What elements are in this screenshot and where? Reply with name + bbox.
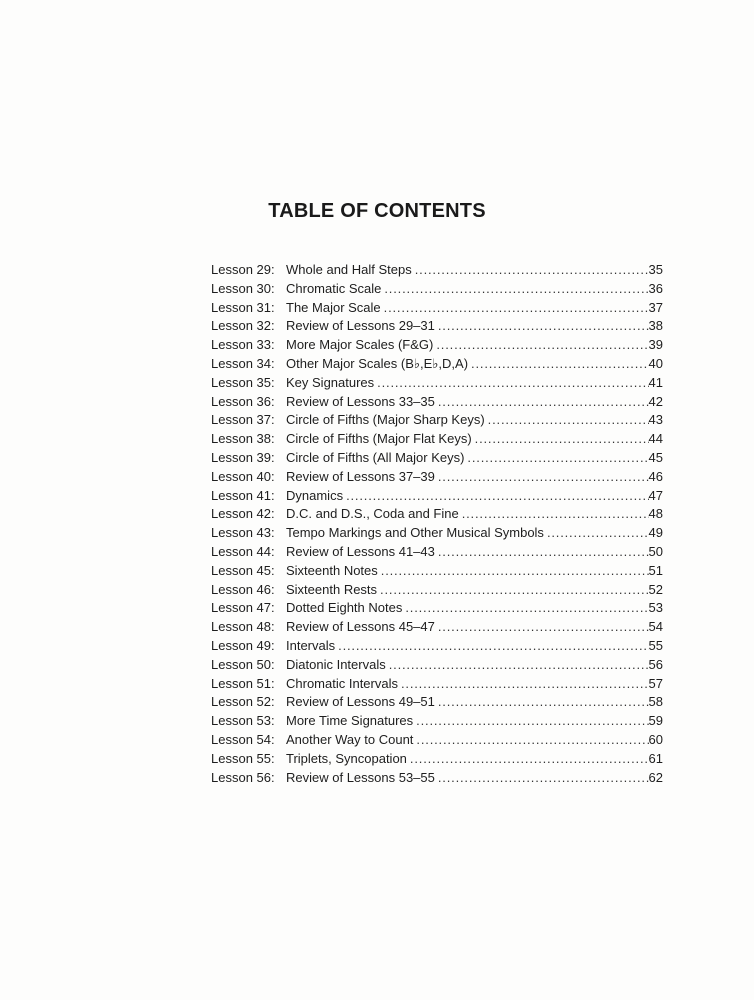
lesson-title: Dynamics (286, 487, 344, 503)
page-number: 59 (648, 713, 663, 729)
dot-leader (405, 599, 648, 618)
toc-entry (211, 336, 663, 355)
dot-leader (401, 675, 649, 694)
lesson-number: Lesson 46: (211, 581, 275, 597)
page-number: 46 (648, 468, 663, 484)
lesson-title: Review of Lessons 37–39 (286, 468, 435, 484)
lesson-title: Tempo Markings and Other Musical Symbols (286, 525, 544, 541)
lesson-number: Lesson 43: (211, 525, 275, 541)
page-number: 56 (648, 656, 663, 672)
toc-entry (211, 599, 663, 618)
dot-leader (416, 712, 648, 731)
toc-entry (211, 543, 663, 562)
toc-entry (211, 430, 663, 449)
lesson-number: Lesson 38: (211, 431, 275, 447)
toc-entry (211, 750, 663, 769)
toc-entry (211, 374, 663, 393)
lesson-number: Lesson 42: (211, 506, 275, 522)
table-of-contents (211, 261, 663, 787)
toc-entry (211, 693, 663, 712)
page-number: 36 (648, 280, 663, 296)
toc-entry (211, 524, 663, 543)
toc-entry (211, 411, 663, 430)
dot-leader (438, 693, 649, 712)
lesson-title: More Major Scales (F&G) (286, 337, 434, 353)
lesson-title: D.C. and D.S., Coda and Fine (286, 506, 459, 522)
lesson-number: Lesson 32: (211, 318, 275, 334)
lesson-title: Whole and Half Steps (286, 262, 412, 277)
page-number: 35 (648, 262, 663, 277)
dot-leader (381, 562, 649, 581)
page-number: 49 (648, 525, 663, 541)
page-number: 58 (648, 694, 663, 710)
dot-leader (438, 317, 649, 336)
toc-entry (211, 487, 663, 506)
dot-leader (384, 299, 649, 318)
toc-entry (211, 581, 663, 600)
toc-entry (211, 280, 663, 299)
lesson-number: Lesson 48: (211, 619, 275, 635)
dot-leader (416, 731, 648, 750)
lesson-title: Review of Lessons 49–51 (286, 694, 435, 710)
page-number: 53 (648, 600, 663, 616)
page-number: 39 (648, 337, 663, 353)
lesson-title: Circle of Fifths (Major Sharp Keys) (286, 412, 485, 428)
lesson-title: Other Major Scales (B♭,E♭,D,A) (286, 355, 469, 371)
toc-entry (211, 468, 663, 487)
dot-leader (467, 449, 648, 468)
dot-leader (438, 618, 649, 637)
lesson-number: Lesson 45: (211, 562, 275, 578)
page-title: TABLE OF CONTENTS (268, 200, 486, 223)
lesson-title: Chromatic Scale (286, 280, 382, 296)
dot-leader (346, 487, 648, 506)
toc-entry (211, 505, 663, 524)
dot-leader (389, 656, 649, 675)
toc-entry (211, 656, 663, 675)
page-number: 42 (648, 393, 663, 409)
toc-entry (211, 562, 663, 581)
page-number: 61 (648, 750, 663, 766)
lesson-number: Lesson 36: (211, 393, 275, 409)
lesson-number: Lesson 41: (211, 487, 275, 503)
toc-entry (211, 317, 663, 336)
page-number: 60 (648, 731, 663, 747)
dot-leader (338, 637, 648, 656)
page-number: 41 (648, 374, 663, 390)
lesson-title: Triplets, Syncopation (286, 750, 407, 766)
dot-leader (384, 280, 648, 299)
lesson-number: Lesson 39: (211, 449, 275, 465)
page-number: 47 (648, 487, 663, 503)
dot-leader (471, 355, 648, 374)
lesson-number: Lesson 52: (211, 694, 275, 710)
lesson-title: Circle of Fifths (Major Flat Keys) (286, 431, 472, 447)
lesson-number: Lesson 37: (211, 412, 275, 428)
lesson-number: Lesson 44: (211, 543, 275, 559)
dot-leader (410, 750, 649, 769)
lesson-title: Review of Lessons 41–43 (286, 543, 435, 559)
lesson-title: More Time Signatures (286, 713, 414, 729)
dot-leader (415, 261, 649, 280)
dot-leader (547, 524, 649, 543)
lesson-number: Lesson 55: (211, 750, 275, 766)
lesson-title: Sixteenth Rests (286, 581, 378, 597)
dot-leader (377, 374, 648, 393)
dot-leader (438, 468, 649, 487)
page-number: 57 (648, 675, 663, 691)
page-number: 48 (648, 506, 663, 522)
page-number: 37 (648, 299, 663, 315)
page-number: 50 (648, 543, 663, 559)
lesson-title: Sixteenth Notes (286, 562, 378, 578)
page-number: 43 (648, 412, 663, 428)
lesson-number: Lesson 51: (211, 675, 275, 691)
dot-leader (436, 336, 648, 355)
page-number: 45 (648, 449, 663, 465)
lesson-title: Key Signatures (286, 374, 375, 390)
page-number: 55 (648, 637, 663, 653)
dot-leader (462, 505, 649, 524)
lesson-number: Lesson 53: (211, 713, 275, 729)
lesson-title: Review of Lessons 45–47 (286, 619, 435, 635)
lesson-number: Lesson 47: (211, 600, 275, 616)
lesson-title: Review of Lessons 29–31 (286, 318, 435, 334)
lesson-number: Lesson 54: (211, 731, 275, 747)
lesson-number: Lesson 50: (211, 656, 275, 672)
page-number: 40 (648, 355, 663, 371)
lesson-title: Another Way to Count (286, 731, 414, 747)
lesson-title: The Major Scale (286, 299, 381, 315)
lesson-number: Lesson 30: (211, 280, 275, 296)
page-number: 62 (648, 769, 663, 785)
dot-leader (380, 581, 648, 600)
lesson-title: Review of Lessons 33–35 (286, 393, 435, 409)
dot-leader (438, 393, 649, 412)
lesson-number: Lesson 29: (211, 262, 275, 277)
lesson-number: Lesson 31: (211, 299, 275, 315)
toc-entry (211, 675, 663, 694)
page-number: 44 (648, 431, 663, 447)
toc-entry (211, 637, 663, 656)
toc-entry (211, 712, 663, 731)
page-number: 38 (648, 318, 663, 334)
lesson-number: Lesson 49: (211, 637, 275, 653)
lesson-number: Lesson 56: (211, 769, 275, 785)
page-number: 52 (648, 581, 663, 597)
toc-entry (211, 769, 663, 788)
page-number: 54 (648, 619, 663, 635)
lesson-number: Lesson 35: (211, 374, 275, 390)
lesson-title: Intervals (286, 637, 336, 653)
lesson-number: Lesson 40: (211, 468, 275, 484)
toc-entry (211, 355, 663, 374)
toc-entry (211, 731, 663, 750)
dot-leader (438, 769, 649, 788)
lesson-title: Circle of Fifths (All Major Keys) (286, 449, 465, 465)
toc-entry (211, 449, 663, 468)
lesson-number: Lesson 33: (211, 337, 275, 353)
lesson-title: Diatonic Intervals (286, 656, 386, 672)
toc-entry (211, 393, 663, 412)
dot-leader (475, 430, 649, 449)
toc-entry (211, 261, 663, 280)
toc-entry (211, 299, 663, 318)
dot-leader (438, 543, 649, 562)
dot-leader (488, 411, 649, 430)
lesson-title: Chromatic Intervals (286, 675, 398, 691)
toc-entry (211, 618, 663, 637)
lesson-title: Dotted Eighth Notes (286, 600, 403, 616)
lesson-title: Review of Lessons 53–55 (286, 769, 435, 785)
lesson-number: Lesson 34: (211, 355, 275, 371)
page-number: 51 (648, 562, 663, 578)
